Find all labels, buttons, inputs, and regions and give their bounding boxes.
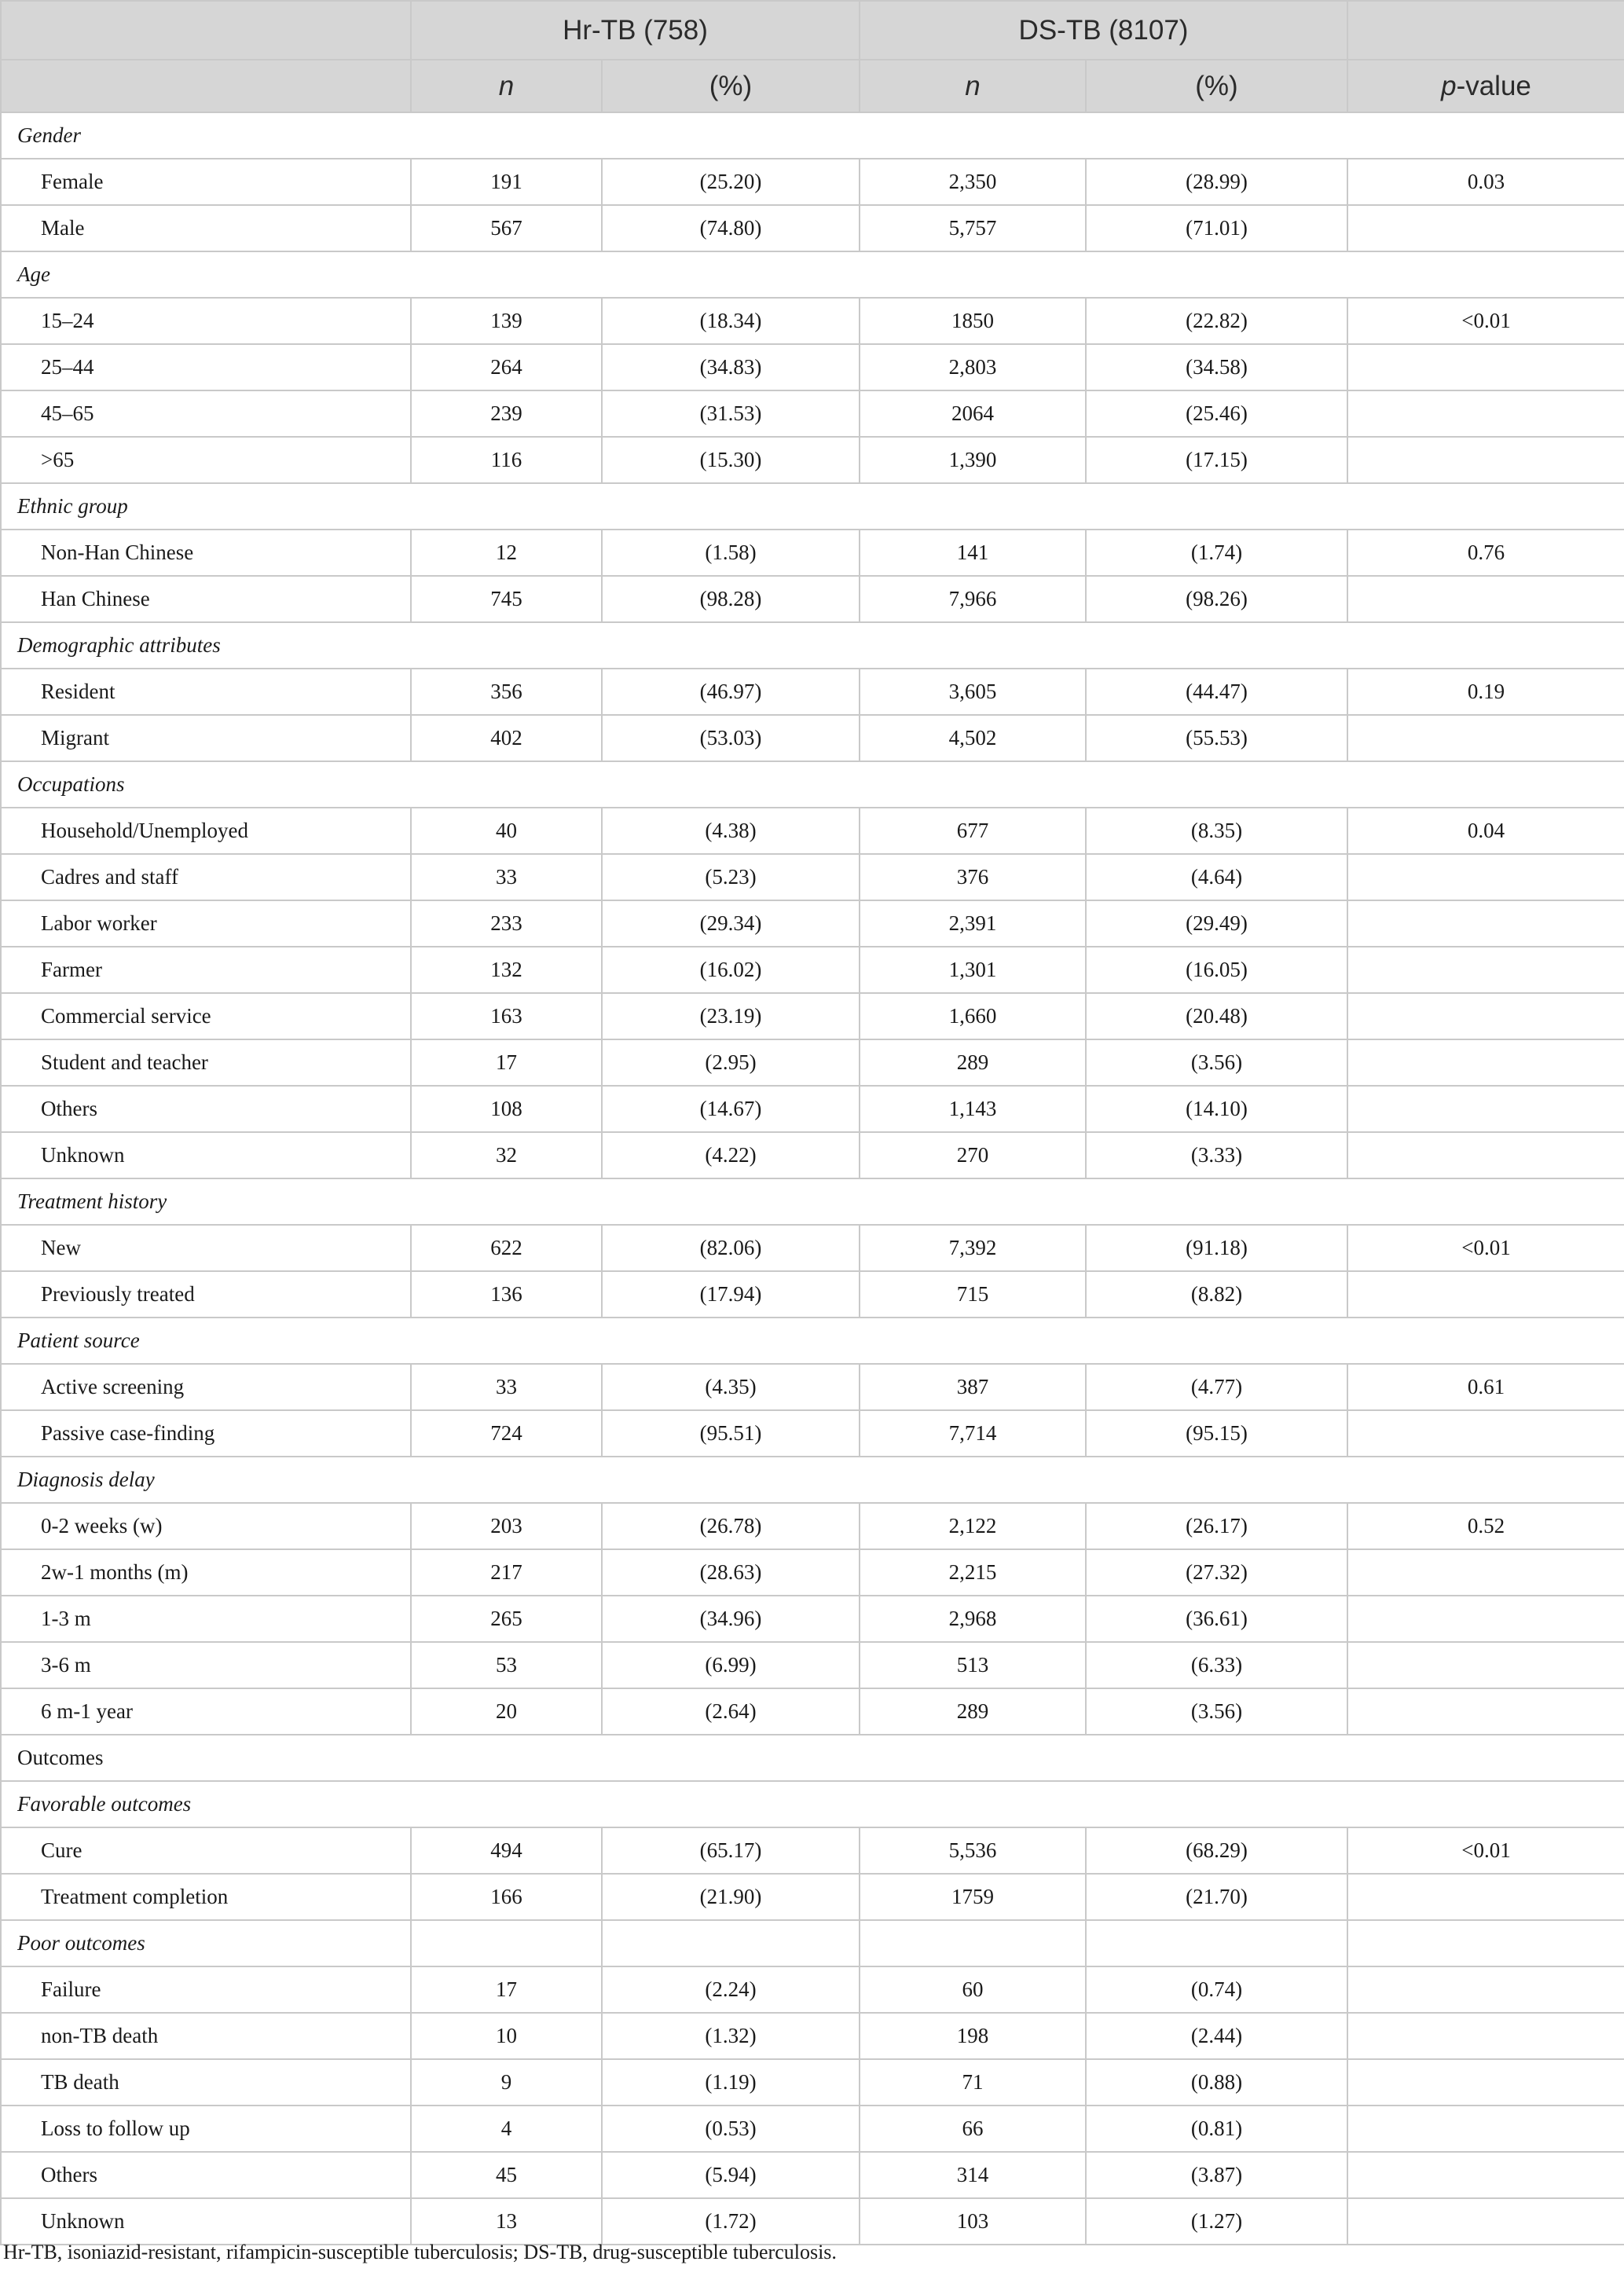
cell-n-ds: 376 [860,854,1086,900]
cell-n-ds: 677 [860,808,1086,854]
cell-pct-ds: (1.27) [1086,2198,1347,2245]
cell-p-value [1347,390,1624,437]
cell-pct-ds: (29.49) [1086,900,1347,947]
cell-pct-ds: (14.10) [1086,1086,1347,1132]
row-label: Cadres and staff [1,854,411,900]
cell-pct-hr: (5.94) [602,2152,860,2198]
cell-pct-hr: (25.20) [602,159,860,205]
cell-p-value: 0.19 [1347,669,1624,715]
cell-pct-ds: (1.74) [1086,530,1347,576]
cell-p-value [1347,1410,1624,1457]
group-label: Outcomes [1,1735,1624,1781]
table-row [1,344,1624,390]
cell-pct-ds: (68.29) [1086,1827,1347,1874]
section-row [1,1781,1624,1827]
cell-n-ds: 4,502 [860,715,1086,761]
cell-n-ds: 289 [860,1688,1086,1735]
cell-p-value: 0.52 [1347,1503,1624,1549]
cell-pct-hr: (1.19) [602,2059,860,2106]
cell-pct-hr: (28.63) [602,1549,860,1596]
row-label: Active screening [1,1364,411,1410]
cell-pct-hr: (29.34) [602,900,860,947]
section-row [1,1318,1624,1364]
cell-pct-ds: (0.88) [1086,2059,1347,2106]
cell-pct-ds: (3.56) [1086,1688,1347,1735]
cell-pct-ds: (17.15) [1086,437,1347,483]
cell-pct-hr: (2.64) [602,1688,860,1735]
cell-p-value [1347,1132,1624,1178]
cell-n-ds: 2,968 [860,1596,1086,1642]
cell-n-hr: 567 [411,205,602,251]
cell-n-hr: 239 [411,390,602,437]
cell-pct-hr: (16.02) [602,947,860,993]
row-label: Farmer [1,947,411,993]
cell-n-hr: 139 [411,298,602,344]
group-row [1,1735,1624,1781]
cell-n-hr: 17 [411,1039,602,1086]
cell-n-hr: 53 [411,1642,602,1688]
cell-pct-hr: (6.99) [602,1642,860,1688]
cell-pct-ds: (8.35) [1086,808,1347,854]
cell-pct-ds: (8.82) [1086,1271,1347,1318]
table-row [1,298,1624,344]
cell-pct-hr: (53.03) [602,715,860,761]
row-label: Others [1,2152,411,2198]
cell-pct-ds: (2.44) [1086,2013,1347,2059]
cell-n-ds: 7,714 [860,1410,1086,1457]
cell-n-hr: 13 [411,2198,602,2245]
row-label: non-TB death [1,2013,411,2059]
cell-pct-ds: (3.56) [1086,1039,1347,1086]
cell-pct-ds: (0.74) [1086,1966,1347,2013]
cell-n-ds: 141 [860,530,1086,576]
row-label: Labor worker [1,900,411,947]
cell-n-ds: 2064 [860,390,1086,437]
table-row [1,854,1624,900]
header-n-label: n [498,70,515,101]
cell-n-ds: 5,757 [860,205,1086,251]
cell-n-ds: 513 [860,1642,1086,1688]
header-p-rest: -value [1456,70,1531,101]
cell-pct-hr: (17.94) [602,1271,860,1318]
table-row [1,576,1624,622]
header-n-hr [411,60,602,112]
table-row [1,1966,1624,2013]
cell-pct-ds: (44.47) [1086,669,1347,715]
table-row [1,205,1624,251]
row-label: Treatment completion [1,1874,411,1920]
table-row [1,1503,1624,1549]
cell-pct-ds: (28.99) [1086,159,1347,205]
section-label: Demographic attributes [1,622,1624,669]
header-n-ds [860,60,1086,112]
table-row [1,1827,1624,1874]
cell-p-value: <0.01 [1347,1225,1624,1271]
cell-n-ds: 7,392 [860,1225,1086,1271]
header-empty-cell [1347,1,1624,60]
cell-p-value [1347,947,1624,993]
cell-n-hr: 132 [411,947,602,993]
cell-pct-ds: (0.81) [1086,2106,1347,2152]
row-label: Male [1,205,411,251]
cell-p-value: <0.01 [1347,1827,1624,1874]
cell-p-value [1347,576,1624,622]
cell-pct-hr: (5.23) [602,854,860,900]
cell-pct-hr: (95.51) [602,1410,860,1457]
cell-pct-hr: (82.06) [602,1225,860,1271]
row-label: Migrant [1,715,411,761]
section-label: Favorable outcomes [1,1781,1624,1827]
cell-p-value [1347,1596,1624,1642]
cell-n-hr: 203 [411,1503,602,1549]
cell-pct-hr: (2.95) [602,1039,860,1086]
table-row [1,1364,1624,1410]
cell-pct-ds: (4.77) [1086,1364,1347,1410]
cell-p-value [1347,2059,1624,2106]
cell-p-value [1347,2152,1624,2198]
row-label: TB death [1,2059,411,2106]
cell-p-value: <0.01 [1347,298,1624,344]
cell-n-hr: 40 [411,808,602,854]
row-label: 6 m-1 year [1,1688,411,1735]
header-group-hr-tb: Hr-TB (758) [411,1,860,60]
row-label: Cure [1,1827,411,1874]
cell-n-hr: 9 [411,2059,602,2106]
row-label: 25–44 [1,344,411,390]
cell-n-hr: 494 [411,1827,602,1874]
cell-n-ds: 1,301 [860,947,1086,993]
header-group-ds-tb: DS-TB (8107) [860,1,1347,60]
table-header-row [1,1,1624,60]
cell-n-ds: 1759 [860,1874,1086,1920]
cell-pct-hr: (31.53) [602,390,860,437]
cell-pct-hr: (15.30) [602,437,860,483]
cell-n-hr: 12 [411,530,602,576]
cell-n-ds: 2,122 [860,1503,1086,1549]
cell-pct-hr: (65.17) [602,1827,860,1874]
table-row [1,900,1624,947]
empty-cell [411,1920,602,1966]
cell-p-value [1347,1688,1624,1735]
cell-n-ds: 3,605 [860,669,1086,715]
cell-pct-hr: (2.24) [602,1966,860,2013]
cell-pct-ds: (3.33) [1086,1132,1347,1178]
cell-n-ds: 2,215 [860,1549,1086,1596]
cell-n-hr: 163 [411,993,602,1039]
cell-n-hr: 402 [411,715,602,761]
cell-p-value [1347,344,1624,390]
cell-n-ds: 387 [860,1364,1086,1410]
row-label: Student and teacher [1,1039,411,1086]
table-row [1,390,1624,437]
row-label: >65 [1,437,411,483]
cell-n-ds: 2,391 [860,900,1086,947]
cell-pct-ds: (26.17) [1086,1503,1347,1549]
table-row [1,159,1624,205]
table-row [1,1596,1624,1642]
cell-pct-hr: (74.80) [602,205,860,251]
row-label: 0-2 weeks (w) [1,1503,411,1549]
cell-n-hr: 264 [411,344,602,390]
cell-pct-hr: (34.83) [602,344,860,390]
table-row [1,993,1624,1039]
cell-n-hr: 265 [411,1596,602,1642]
cell-p-value: 0.03 [1347,159,1624,205]
cell-pct-ds: (22.82) [1086,298,1347,344]
cell-pct-ds: (55.53) [1086,715,1347,761]
cell-n-ds: 103 [860,2198,1086,2245]
table-row [1,1132,1624,1178]
table-subheader-row [1,60,1624,112]
cell-n-hr: 622 [411,1225,602,1271]
table-body [1,112,1624,2245]
row-label: 1-3 m [1,1596,411,1642]
table-row [1,2013,1624,2059]
cell-n-ds: 71 [860,2059,1086,2106]
table-row [1,1086,1624,1132]
cell-n-hr: 166 [411,1874,602,1920]
cell-n-ds: 1850 [860,298,1086,344]
section-row [1,622,1624,669]
table-row [1,530,1624,576]
cell-n-hr: 217 [411,1549,602,1596]
cell-n-hr: 136 [411,1271,602,1318]
empty-cell [602,1920,860,1966]
cell-pct-ds: (3.87) [1086,2152,1347,2198]
section-label: Ethnic group [1,483,1624,530]
table-row [1,1225,1624,1271]
table-row [1,1271,1624,1318]
cell-pct-ds: (34.58) [1086,344,1347,390]
cell-pct-ds: (6.33) [1086,1642,1347,1688]
cell-pct-ds: (20.48) [1086,993,1347,1039]
row-label: Commercial service [1,993,411,1039]
row-label: 45–65 [1,390,411,437]
cell-pct-hr: (18.34) [602,298,860,344]
cell-p-value [1347,437,1624,483]
cell-p-value [1347,993,1624,1039]
header-empty-cell [1,60,411,112]
cell-p-value [1347,205,1624,251]
header-empty-cell [1,1,411,60]
row-label: 3-6 m [1,1642,411,1688]
cell-pct-hr: (14.67) [602,1086,860,1132]
cell-n-hr: 33 [411,854,602,900]
table-row [1,2059,1624,2106]
row-label: Female [1,159,411,205]
section-label: Patient source [1,1318,1624,1364]
cell-pct-ds: (36.61) [1086,1596,1347,1642]
row-label: 2w-1 months (m) [1,1549,411,1596]
table-row [1,1410,1624,1457]
row-label: 15–24 [1,298,411,344]
cell-n-ds: 2,350 [860,159,1086,205]
header-pct-hr: (%) [602,60,860,112]
cell-n-ds: 7,966 [860,576,1086,622]
cell-p-value [1347,900,1624,947]
table-row [1,1039,1624,1086]
cell-pct-hr: (23.19) [602,993,860,1039]
row-label: Unknown [1,1132,411,1178]
section-row [1,483,1624,530]
cell-n-hr: 745 [411,576,602,622]
row-label: New [1,1225,411,1271]
row-label: Household/Unemployed [1,808,411,854]
row-label: Non-Han Chinese [1,530,411,576]
cell-p-value [1347,1874,1624,1920]
table-row [1,2106,1624,2152]
cell-p-value [1347,1642,1624,1688]
cell-pct-ds: (27.32) [1086,1549,1347,1596]
row-label: Previously treated [1,1271,411,1318]
section-label: Age [1,251,1624,298]
cell-p-value [1347,2106,1624,2152]
cell-pct-hr: (21.90) [602,1874,860,1920]
cell-n-ds: 66 [860,2106,1086,2152]
cell-p-value: 0.04 [1347,808,1624,854]
cell-pct-hr: (1.58) [602,530,860,576]
cell-n-ds: 314 [860,2152,1086,2198]
empty-cell [860,1920,1086,1966]
cell-n-ds: 1,390 [860,437,1086,483]
cell-n-hr: 724 [411,1410,602,1457]
cell-n-ds: 198 [860,2013,1086,2059]
cell-p-value [1347,854,1624,900]
cell-n-hr: 33 [411,1364,602,1410]
section-row [1,1178,1624,1225]
cell-n-hr: 108 [411,1086,602,1132]
table-row [1,2152,1624,2198]
cell-pct-hr: (0.53) [602,2106,860,2152]
cell-n-hr: 233 [411,900,602,947]
cell-n-hr: 45 [411,2152,602,2198]
row-label: Unknown [1,2198,411,2245]
cell-pct-hr: (4.38) [602,808,860,854]
section-row [1,1920,1624,1966]
section-label: Gender [1,112,1624,159]
cell-p-value [1347,715,1624,761]
cell-n-hr: 17 [411,1966,602,2013]
row-label: Passive case-finding [1,1410,411,1457]
cell-n-ds: 1,143 [860,1086,1086,1132]
cell-pct-ds: (98.26) [1086,576,1347,622]
cell-pct-ds: (16.05) [1086,947,1347,993]
empty-cell [1347,1920,1624,1966]
table-row [1,669,1624,715]
cell-pct-ds: (91.18) [1086,1225,1347,1271]
cell-pct-ds: (95.15) [1086,1410,1347,1457]
cell-p-value [1347,1086,1624,1132]
cell-pct-hr: (34.96) [602,1596,860,1642]
table-row [1,1874,1624,1920]
table-row [1,715,1624,761]
row-label: Resident [1,669,411,715]
cell-pct-hr: (1.72) [602,2198,860,2245]
cell-n-ds: 270 [860,1132,1086,1178]
section-label: Occupations [1,761,1624,808]
cell-p-value [1347,1039,1624,1086]
cell-n-ds: 1,660 [860,993,1086,1039]
table-row [1,947,1624,993]
cell-pct-hr: (26.78) [602,1503,860,1549]
table-row [1,1642,1624,1688]
header-p-italic: p [1441,70,1457,101]
cell-p-value [1347,2013,1624,2059]
cell-n-hr: 10 [411,2013,602,2059]
cell-n-ds: 2,803 [860,344,1086,390]
cell-p-value [1347,2198,1624,2245]
section-row [1,1457,1624,1503]
cell-n-hr: 20 [411,1688,602,1735]
table-row [1,1549,1624,1596]
table-row [1,2198,1624,2245]
cell-p-value: 0.61 [1347,1364,1624,1410]
cell-n-hr: 191 [411,159,602,205]
cell-pct-ds: (4.64) [1086,854,1347,900]
cell-pct-hr: (4.22) [602,1132,860,1178]
table-row [1,808,1624,854]
section-label: Treatment history [1,1178,1624,1225]
cell-pct-hr: (98.28) [602,576,860,622]
cell-pct-ds: (25.46) [1086,390,1347,437]
row-label: Han Chinese [1,576,411,622]
section-row [1,251,1624,298]
cell-n-hr: 32 [411,1132,602,1178]
table-row [1,437,1624,483]
section-row [1,112,1624,159]
cell-pct-hr: (1.32) [602,2013,860,2059]
cell-pct-hr: (46.97) [602,669,860,715]
cell-pct-ds: (21.70) [1086,1874,1347,1920]
cell-n-hr: 116 [411,437,602,483]
cell-pct-hr: (4.35) [602,1364,860,1410]
cell-p-value [1347,1549,1624,1596]
section-row [1,761,1624,808]
header-pct-ds: (%) [1086,60,1347,112]
cell-n-ds: 5,536 [860,1827,1086,1874]
cell-n-ds: 715 [860,1271,1086,1318]
table-row [1,1688,1624,1735]
empty-cell [1086,1920,1347,1966]
cell-p-value [1347,1271,1624,1318]
table-footnote: Hr-TB, isoniazid-resistant, rifampicin-susceptible tuberculosis; DS-TB, drug-susceptible tuberculosis. [3,2241,837,2263]
header-p-value [1347,60,1624,112]
header-n-label: n [965,70,981,101]
row-label: Others [1,1086,411,1132]
row-label: Failure [1,1966,411,2013]
cell-n-hr: 4 [411,2106,602,2152]
cell-n-hr: 356 [411,669,602,715]
section-label: Diagnosis delay [1,1457,1624,1503]
section-label: Poor outcomes [1,1920,411,1966]
cell-pct-ds: (71.01) [1086,205,1347,251]
cell-n-ds: 60 [860,1966,1086,2013]
row-label: Loss to follow up [1,2106,411,2152]
cell-p-value: 0.76 [1347,530,1624,576]
cell-n-ds: 289 [860,1039,1086,1086]
cell-p-value [1347,1966,1624,2013]
